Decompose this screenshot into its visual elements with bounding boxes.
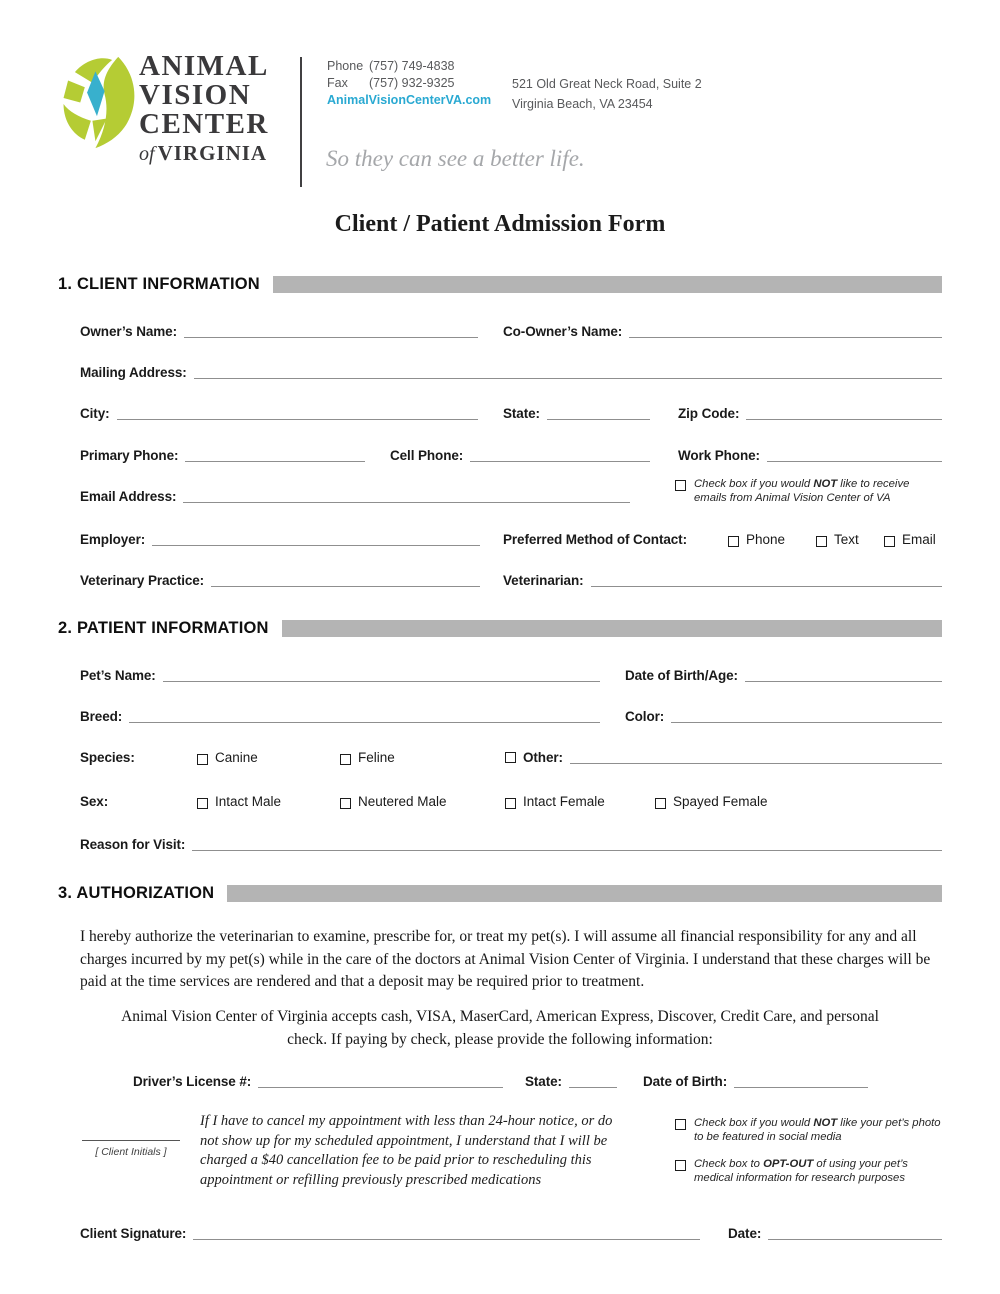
cell-phone-label: Cell Phone: — [390, 448, 464, 463]
email-optout-note — [675, 478, 942, 505]
authorization-paragraph: I hereby authorize the veterinarian to examine, prescribe for, or treat my pet(s). I will assume all financial responsibility for any and all charges incurred by my pet(s) while in the care of the doctors at Animal Vision Center of Virginia. I understand that these charges will be paid at the time services are rendered and that a deposit may be required prior to treatment. — [80, 928, 931, 990]
section-2-title: 2. PATIENT INFORMATION — [58, 619, 269, 637]
city-field — [80, 402, 478, 421]
state-field — [503, 402, 650, 421]
checkbox-social-media-optout[interactable] — [675, 1119, 686, 1130]
checkbox-spayed-female[interactable] — [655, 798, 666, 809]
veterinarian-field — [503, 569, 942, 588]
co-owners-name-field — [503, 320, 942, 339]
dl-dob-line[interactable] — [734, 1077, 868, 1088]
city-line[interactable] — [117, 409, 479, 420]
color-line[interactable] — [671, 712, 942, 723]
owners-name-line[interactable] — [184, 327, 478, 338]
co-owners-name-label: Co-Owner’s Name: — [503, 324, 623, 339]
veterinarian-label: Veterinarian: — [503, 573, 584, 588]
payment-paragraph: Animal Vision Center of Virginia accepts cash, VISA, MaserCard, American Express, Discover, Credit Care, and personal check. If paying by check, please provide the following information: — [121, 1008, 879, 1048]
dob-age-field — [625, 664, 942, 683]
client-initials-line[interactable] — [82, 1122, 180, 1141]
zip-field — [678, 402, 942, 421]
sex-option-intact-female[interactable]: Intact Female — [505, 790, 605, 809]
primary-phone-field — [80, 444, 365, 463]
pets-name-line[interactable] — [163, 671, 600, 682]
dl-dob-field — [643, 1070, 868, 1089]
drivers-license-field — [133, 1070, 503, 1089]
vet-practice-field — [80, 569, 480, 588]
fax-line: Fax (757) 932-9325 — [327, 76, 455, 90]
employer-line[interactable] — [152, 535, 480, 546]
veterinarian-line[interactable] — [591, 576, 943, 587]
breed-line[interactable] — [129, 712, 600, 723]
checkbox-other-species[interactable] — [505, 752, 516, 763]
dob-age-line[interactable] — [745, 671, 942, 682]
reason-field — [80, 833, 942, 852]
other-species-line[interactable] — [570, 753, 942, 764]
section-3-bar — [227, 885, 942, 902]
dob-age-label: Date of Birth/Age: — [625, 668, 738, 683]
vet-practice-line[interactable] — [211, 576, 480, 587]
section-1-bar — [273, 276, 942, 293]
sex-option-spayed-female[interactable]: Spayed Female — [655, 790, 768, 809]
dl-dob-label: Date of Birth: — [643, 1074, 728, 1089]
contact-block — [327, 58, 491, 109]
species-option-other — [505, 746, 942, 765]
research-optout-text: Check box to OPT-OUT of using your pet’s medical information for research purposes — [694, 1158, 908, 1184]
species-option-feline[interactable]: Feline — [340, 746, 395, 765]
checkbox-feline[interactable] — [340, 754, 351, 765]
section-1-header — [58, 275, 942, 294]
co-owners-name-line[interactable] — [629, 327, 942, 338]
state-label: State: — [503, 406, 540, 421]
logo-line-vision: VISION — [139, 79, 252, 111]
checkbox-email-optout[interactable] — [675, 480, 686, 491]
sex-row — [80, 790, 942, 809]
city-label: City: — [80, 406, 110, 421]
owners-name-label: Owner’s Name: — [80, 324, 177, 339]
checkbox-text[interactable] — [816, 536, 827, 547]
color-label: Color: — [625, 709, 665, 724]
breed-label: Breed: — [80, 709, 123, 724]
vet-practice-label: Veterinary Practice: — [80, 573, 205, 588]
section-2-bar — [282, 620, 942, 637]
client-signature-field — [80, 1222, 700, 1241]
client-signature-line[interactable] — [193, 1229, 700, 1240]
work-phone-label: Work Phone: — [678, 448, 760, 463]
reason-label: Reason for Visit: — [80, 837, 186, 852]
logo-line-center: CENTER — [139, 108, 269, 140]
species-label: Species: — [80, 750, 135, 765]
mailing-address-line[interactable] — [194, 368, 942, 379]
social-media-optout-text: Check box if you would NOT like your pet’s photo to be featured in social media — [694, 1117, 941, 1143]
primary-phone-label: Primary Phone: — [80, 448, 179, 463]
primary-phone-line[interactable] — [185, 451, 365, 462]
state-line[interactable] — [547, 409, 650, 420]
address-block — [512, 74, 702, 114]
species-option-canine[interactable]: Canine — [197, 746, 258, 765]
work-phone-line[interactable] — [767, 451, 942, 462]
address-line-2: Virginia Beach, VA 23454 — [512, 97, 653, 111]
preferred-contact-label: Preferred Method of Contact: — [503, 532, 687, 547]
social-media-optout-note — [675, 1117, 942, 1144]
eye-mosaic-logo-icon — [62, 55, 138, 150]
mailing-address-field — [80, 361, 942, 380]
address-line-1: 521 Old Great Neck Road, Suite 2 — [512, 77, 702, 91]
preferred-option-email[interactable]: Email — [884, 528, 936, 547]
breed-field — [80, 705, 600, 724]
preferred-option-text[interactable]: Text — [816, 528, 859, 547]
website-link[interactable]: AnimalVisionCenterVA.com — [327, 93, 492, 107]
owners-name-field — [80, 320, 478, 339]
zip-line[interactable] — [746, 409, 942, 420]
research-optout-note — [675, 1158, 942, 1185]
signature-date-field — [728, 1222, 942, 1241]
checkbox-email[interactable] — [884, 536, 895, 547]
client-signature-label: Client Signature: — [80, 1226, 187, 1241]
checkbox-intact-female[interactable] — [505, 798, 516, 809]
logo-line-virginia: of VIRGINIA — [139, 141, 268, 165]
dl-state-label: State: — [525, 1074, 562, 1089]
work-phone-field — [678, 444, 942, 463]
checkbox-neutered-male[interactable] — [340, 798, 351, 809]
checkbox-phone[interactable] — [728, 536, 739, 547]
client-initials-label: [ Client Initials ] — [95, 1146, 167, 1158]
signature-date-line[interactable] — [768, 1229, 942, 1240]
header-divider — [300, 57, 302, 187]
drivers-license-label: Driver’s License #: — [133, 1074, 252, 1089]
cancellation-policy-text: If I have to cancel my appointment with less than 24-hour notice, or do not show up for my scheduled appointment, I understand that I will be charged a $40 cancellation fee to be paid prior to rescheduling this appointment or refilling previously prescribed medications — [200, 1113, 613, 1188]
cell-phone-field — [390, 444, 650, 463]
email-line[interactable] — [183, 492, 630, 503]
tagline: So they can see a better life. — [326, 146, 585, 171]
preferred-contact-row — [503, 528, 942, 547]
logo-of: of — [139, 143, 155, 165]
sex-option-intact-male[interactable]: Intact Male — [197, 790, 281, 809]
logo-line-animal: ANIMAL — [139, 50, 269, 82]
checkbox-intact-male[interactable] — [197, 798, 208, 809]
checkbox-research-optout[interactable] — [675, 1160, 686, 1171]
employer-label: Employer: — [80, 532, 146, 547]
pets-name-field — [80, 664, 600, 683]
employer-field — [80, 528, 480, 547]
mailing-address-label: Mailing Address: — [80, 365, 187, 380]
sex-option-neutered-male[interactable]: Neutered Male — [340, 790, 447, 809]
logo-wordmark — [139, 52, 269, 169]
section-1-title: 1. CLIENT INFORMATION — [58, 275, 260, 293]
section-2-header — [58, 619, 942, 638]
form-title: Client / Patient Admission Form — [334, 211, 666, 237]
preferred-option-phone[interactable]: Phone — [728, 528, 785, 547]
pets-name-label: Pet’s Name: — [80, 668, 156, 683]
reason-line[interactable] — [192, 840, 942, 851]
drivers-license-line[interactable] — [258, 1077, 503, 1088]
color-field — [625, 705, 942, 724]
email-optout-text: Check box if you would NOT like to receive emails from Animal Vision Center of VA — [694, 478, 910, 504]
signature-date-label: Date: — [728, 1226, 762, 1241]
other-species-label: Other: — [523, 750, 563, 765]
zip-label: Zip Code: — [678, 406, 740, 421]
email-label: Email Address: — [80, 489, 177, 504]
cell-phone-line[interactable] — [470, 451, 650, 462]
checkbox-canine[interactable] — [197, 754, 208, 765]
dl-state-field — [525, 1070, 617, 1089]
dl-state-line[interactable] — [569, 1077, 617, 1088]
section-3-title: 3. AUTHORIZATION — [58, 884, 215, 902]
species-row — [80, 746, 942, 765]
section-3-header — [58, 884, 942, 903]
email-field — [80, 485, 630, 504]
phone-line: Phone (757) 749-4838 — [327, 59, 455, 73]
sex-label: Sex: — [80, 794, 109, 809]
